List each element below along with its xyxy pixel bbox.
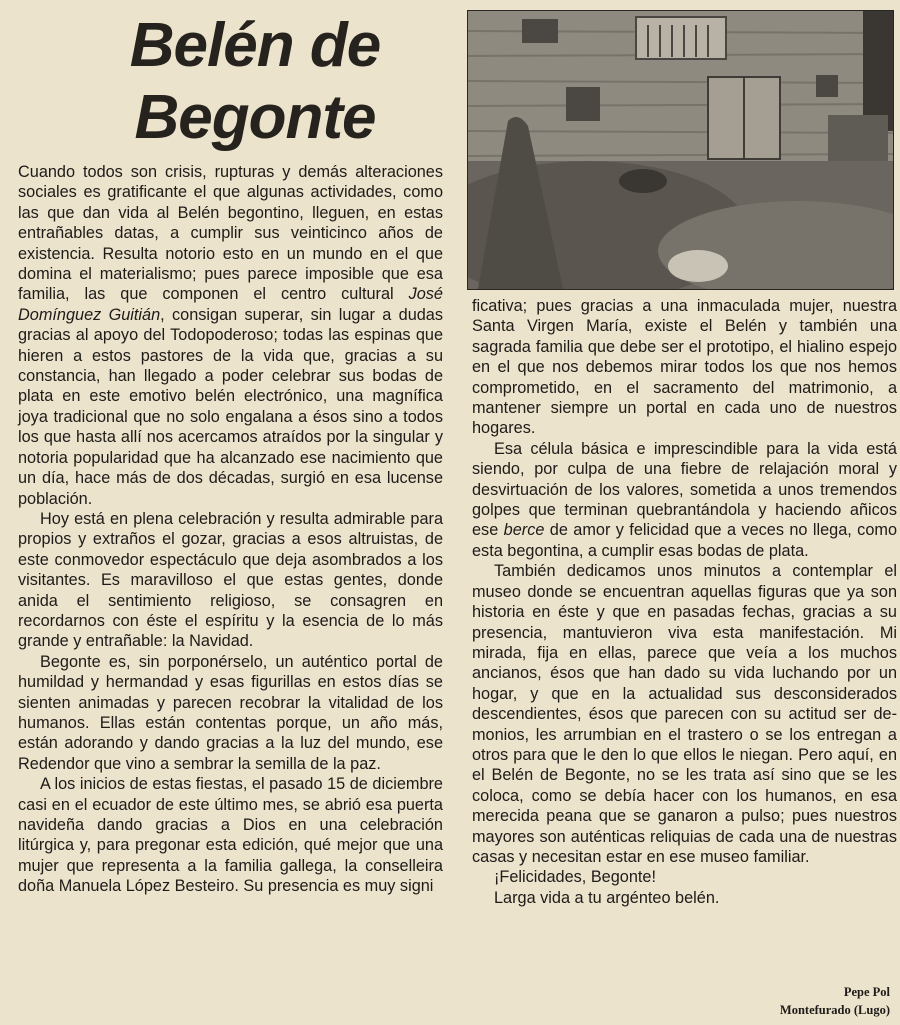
paragraph-text: de amor y felicidad que a veces no llega, como esta begontina, a cumplir esas bodas de plata. [472,521,897,560]
paragraph [472,439,897,561]
paragraph [18,162,443,509]
author-location: Montefurado (Lugo) [779,1003,890,1017]
article-title [60,10,450,154]
paragraph: También dedicamos unos minutos a contemplar el museo donde se encuentran aquellas figuras que ya son historia en éste y que en pasadas fechas, gracias a su presencia, mantuvieron viva esta manifestación. Mi mirada, fija en ellas, parece que veía a los muchos ancianos, ésos que han dado su vida luchando por un hogar, y que en la actualidad sus desconsiderados descendientes, ésos que parecen con su actitud ser demonios, les arrumbian en el trastero o se los entregan a otros para que le den lo que ellos le niegan. Pero aquí, en el Belén de Begonte, no se les trata así sino que se les coloca, como se debía hacer con los humanos, en esa merecida peana que se ganaron a pulso; pues nuestros mayores son auténticas reliquias de cada una de nuestras casas y necesitan estar en ese museo familiar. [472,562,897,866]
article-photo-nativity-scene [467,10,894,290]
paragraph-text: Cuando todos son crisis, rupturas y demás alteraciones sociales es gratificante el que algunas actividades, como las que dan vida al Belén begontino, lleguen, en estas entrañables datas, a cumplir sus veinticinco años de existencia. Resulta notorio esto en un mundo en el que domina el materialismo; pues parece imposible que esa familia, las que componen el centro cultural [18,163,443,304]
paragraph-text: , consigan superar, sin lugar a dudas gracias al apoyo del Todopoderoso; todas las espinas que hieren a estos pastores de la vida que, gracias a su constancia, han llegado a poder celebrar sus bodas de plata en este emotivo belén electrónico, una magnífica joya tradicional que no solo engalana a ésos sino a todos los que hasta allí nos acercamos atraídos por la singular y notoria popularidad que ha alcanzado ese nacimiento que un día, hace más de dos décadas, surgió en esa lucense población. [18,305,443,508]
cultural-center-name: José Domínguez Guitián [18,285,443,324]
article-title-line-2: Begonte [134,83,376,152]
closing-line: Larga vida a tu argénteo belén. [494,888,720,907]
paragraph-text: Esa célula básica e imprescindible para la vida está siendo, por culpa de una fiebre de relajación moral y desvirtuación de los valores, sometida a unos tremendos golpes que terminan quebrantándola y haciendo añicos ese [472,439,897,540]
paragraph: A los inicios de estas fiestas, el pasado 15 de diciembre casi en el ecuador de este último mes, se abrió esa puerta navideña dando gracias a Dios en una celebración litúrgica y, para pregonar esta edición, qué mejor que una mujer que representa a la familia gallega, la conselleira doña Manuela López Besteiro. Su presencia es muy signi [18,775,443,896]
closing-line: ¡Felicidades, Begonte! [494,868,657,887]
author-name: Pepe Pol [843,985,890,999]
author-credit [780,983,890,1019]
article-title-line-1: Belén de [129,11,381,80]
article-column-left [18,162,443,897]
paragraph: Begonte es, sin porponérselo, un auténtico portal de humildad y hermandad y esas figurillas en estos días se sienten animadas y parecen recobrar la vitalidad de los humanos. Ellas están contentas porque, un año más, están adorando y dando gracias a la luz del mundo, ese Redendor que vino a sembrar la semilla de la paz. [18,652,443,773]
article-column-right [472,296,897,908]
italic-word: berce [503,521,545,540]
paragraph: ficativa; pues gracias a una inmaculada mujer, nuestra Santa Virgen María, existe el Belén y también una sagrada familia que debe ser el prototipo, el hialino espejo en el que nos debemos mirar todos los que nos hemos comprometido, en el sacramento del matrimonio, a mantener siempre un portal en cada uno de nuestros hogares. [472,297,897,438]
paragraph: Hoy está en plena celebración y resulta admirable para propios y extraños el gozar, gracias a esos altruistas, de este conmovedor espectáculo que deja asombrados a los visitantes. Es maravilloso el que estas gentes, donde anida el sentimiento religioso, se consagren en recordarnos con éste el espíritu y la esencia de lo más grande y entrañable: la Navidad. [18,509,443,651]
photo-illustration [468,11,893,289]
